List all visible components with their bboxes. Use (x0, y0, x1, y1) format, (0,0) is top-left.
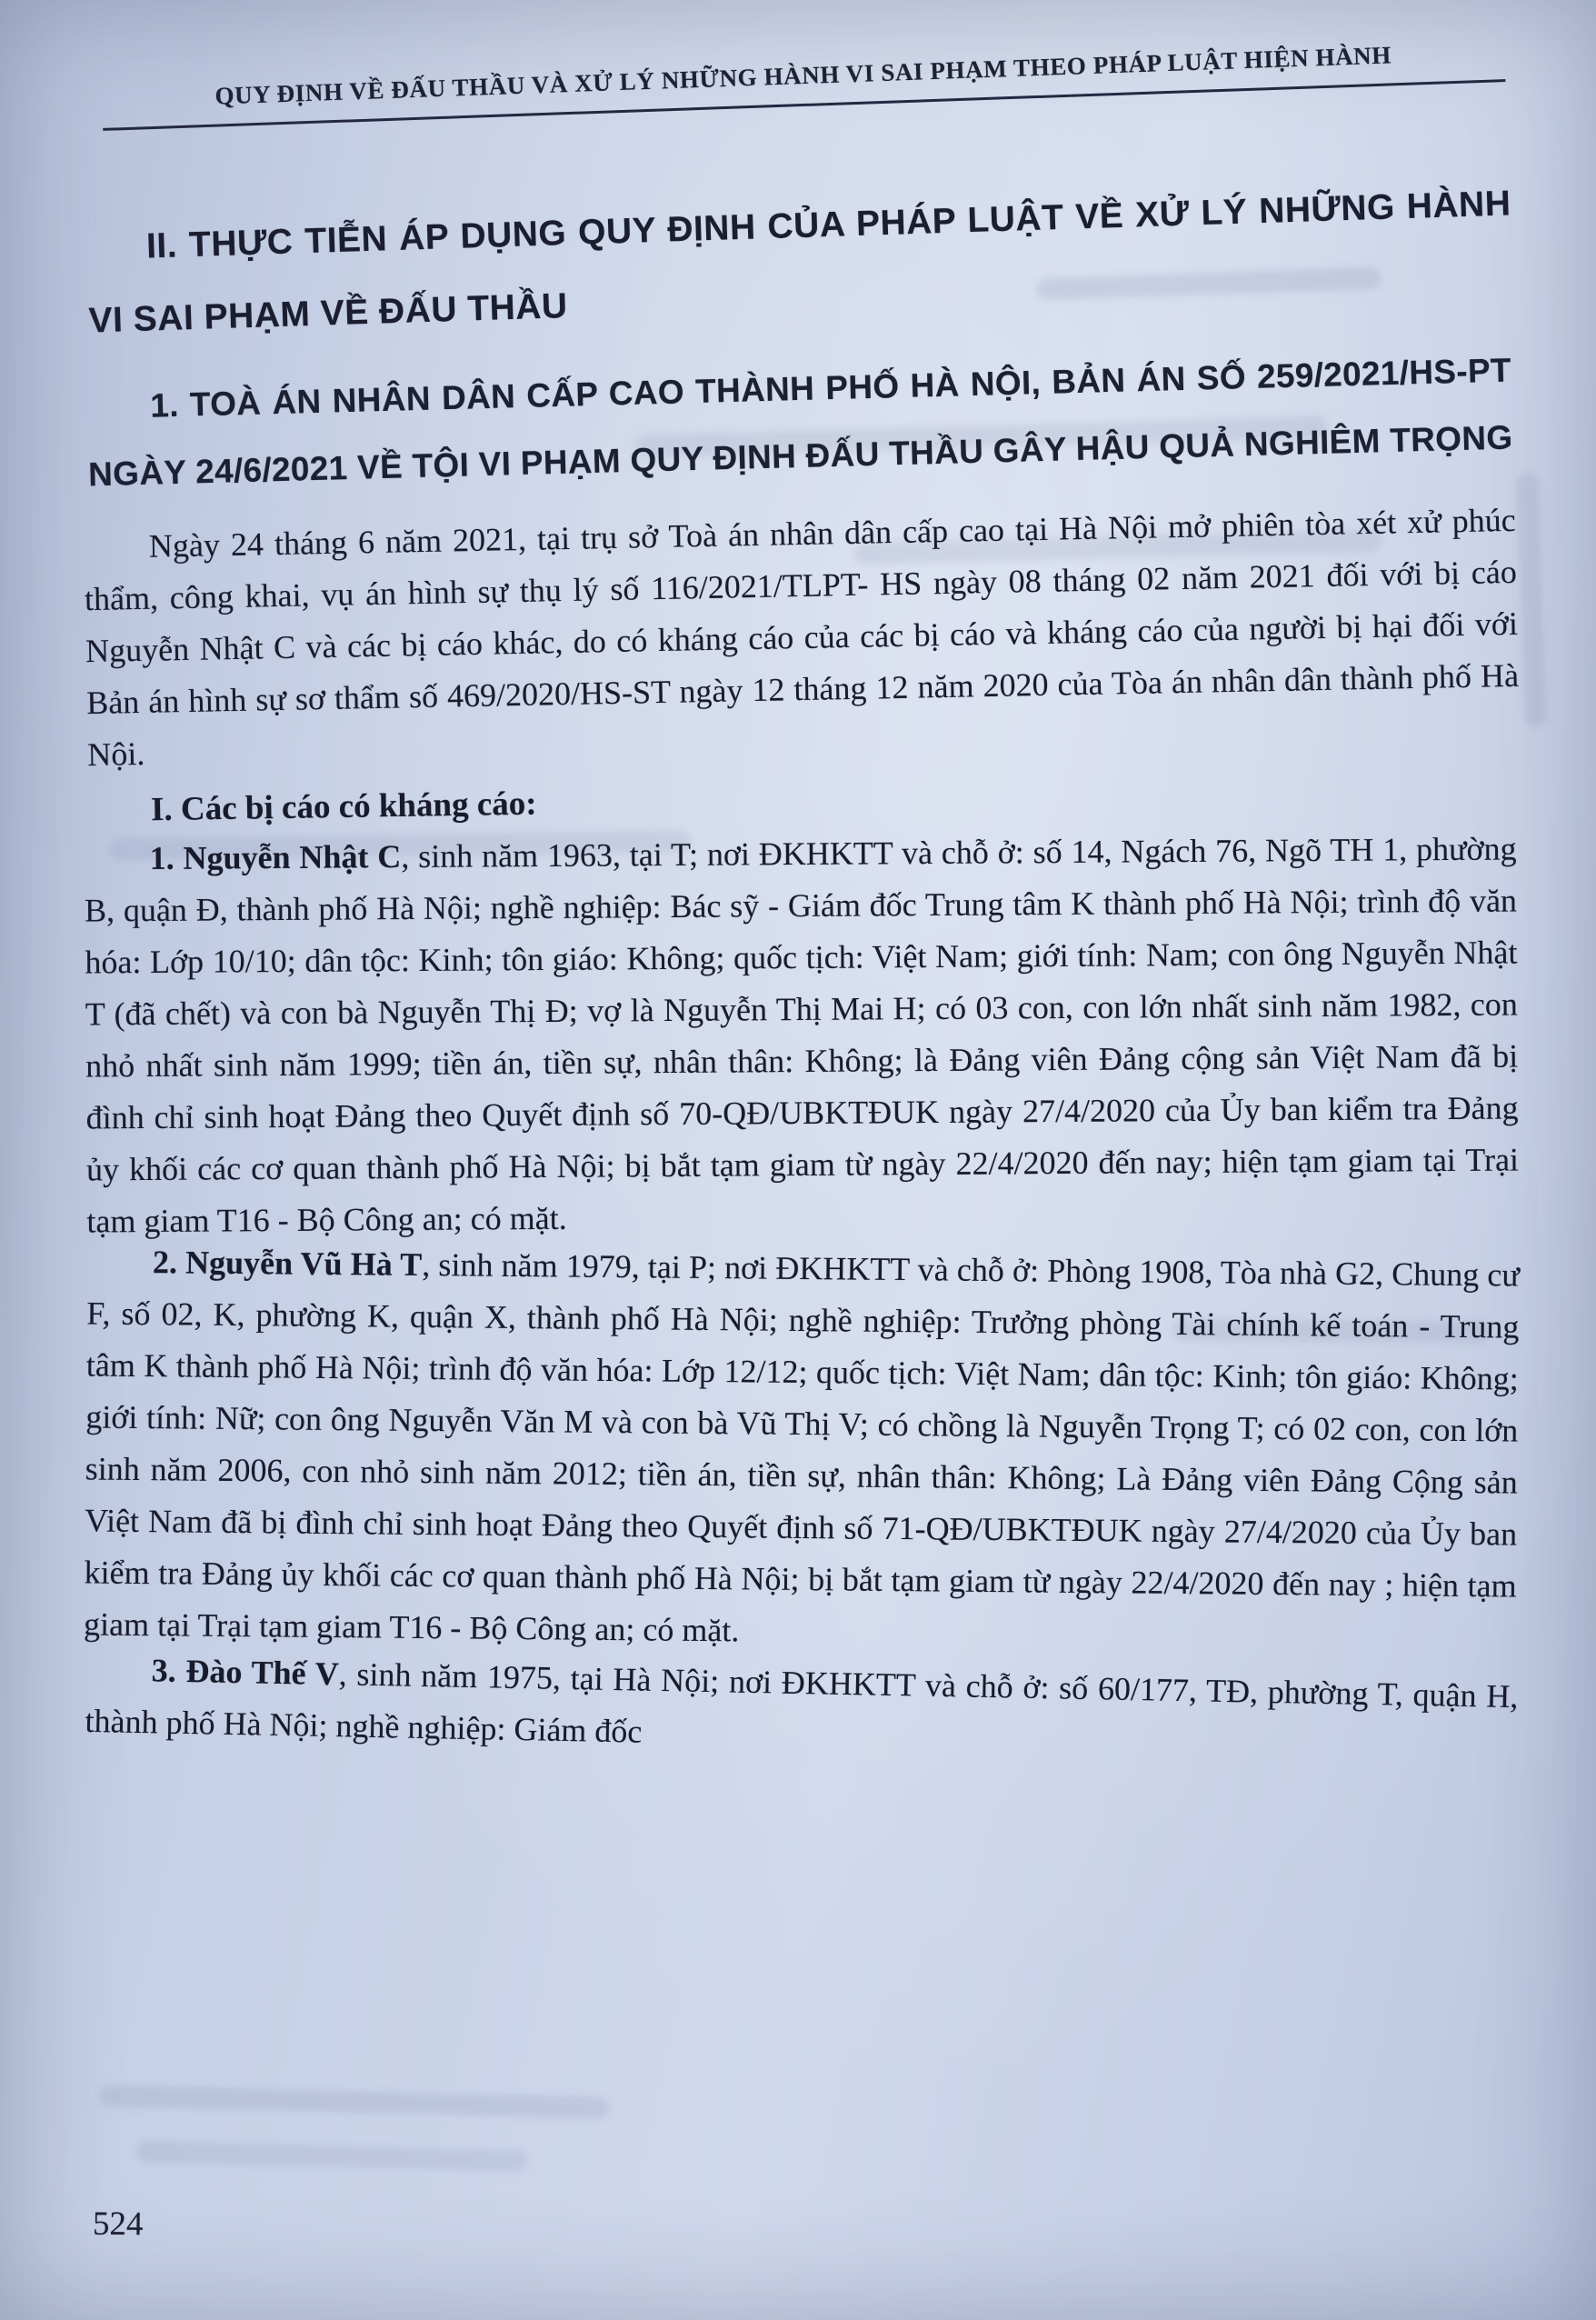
defendant-name: 2. Nguyễn Vũ Hà T (152, 1244, 423, 1283)
intro-paragraph: Ngày 24 tháng 6 năm 2021, tại trụ sở Toà án nhân dân cấp cao tại Hà Nội mở phiên tòa xét xử phúc thẩm, công khai, vụ án hình sự thụ lý số 116/2021/TLPT- HS ngày 08 tháng 02 năm 2021 đối với bị cáo Nguyễn Nhật C và các bị cáo khác, do có kháng cáo của các bị cáo và kháng cáo của người bị hại đối với Bản án hình sự sơ thẩm số 469/2020/HS-ST ngày 12 tháng 12 năm 2020 của Tòa án nhân dân thành phố Hà Nội. (84, 501, 1520, 774)
running-header: QUY ĐỊNH VỀ ĐẤU THẦU VÀ XỬ LÝ NHỮNG HÀNH VI SAI PHẠM THEO PHÁP LUẬT HIỆN HÀNH (102, 37, 1506, 131)
appellants-heading: I. Các bị cáo có kháng cáo: (150, 785, 537, 829)
defendant-paragraph (85, 1644, 1519, 1775)
defendant-name: 3. Đào Thế V (151, 1652, 340, 1693)
section-heading: II. THỰC TIỄN ÁP DỤNG QUY ĐỊNH CỦA PHÁP LUẬT VỀ XỬ LÝ NHỮNG HÀNH VI SAI PHẠM VỀ ĐẤU THẦU (87, 184, 1512, 341)
defendant-details: , sinh năm 1963, tại T; nơi ĐKHKTT và chỗ ở: số 14, Ngách 76, Ngõ TH 1, phường B, quận Đ, thành phố Hà Nội; nghề nghiệp: Bác sỹ - Giám đốc Trung tâm K thành phố Hà Nội; trình độ văn hóa: Lớp 10/10; dân tộc: Kinh; tôn giáo: Không; quốc tịch: Việt Nam; giới tính: Nam; con ông Nguyễn Nhật T (đã chết) và con bà Nguyễn Thị Đ; vợ là Nguyễn Thị Mai H; có 03 con, con lớn nhất sinh năm 1982, con nhỏ nhất sinh năm 1999; tiền án, tiền sự, nhân thân: Không; là Đảng viên Đảng cộng sản Việt Nam đã bị đình chỉ sinh hoạt Đảng theo Quyết định số 70-QĐ/UBKTĐUK ngày 27/4/2020 của Ủy ban kiểm tra Đảng ủy khối các cơ quan thành phố Hà Nội; bị bắt tạm giam từ ngày 22/4/2020 đến nay; hiện tạm giam tại Trại tạm giam T16 - Bộ Công an; có mặt. (84, 830, 1520, 1240)
defendant-paragraph (84, 1235, 1520, 1664)
defendant-paragraph (84, 824, 1519, 1248)
page-number: 524 (92, 2205, 144, 2244)
defendant-details: , sinh năm 1975, tại Hà Nội; nơi ĐKHKTT và chỗ ở: số 60/177, TĐ, phường T, quận H, thành phố Hà Nội; nghề nghiệp: Giám đốc (85, 1655, 1519, 1750)
case-heading: 1. TOÀ ÁN NHÂN DÂN CẤP CAO THÀNH PHỐ HÀ NỘI, BẢN ÁN SỐ 259/2021/HS-PT NGÀY 24/6/2021 VỀ TỘI VI PHẠM QUY ĐỊNH ĐẤU THẦU GÂY HẬU QUẢ NGHIÊM TRỌNG (87, 351, 1513, 494)
defendant-details: , sinh năm 1979, tại P; nơi ĐKHKTT và chỗ ở: Phòng 1908, Tòa nhà G2, Chung cư F, số 02, K, phường K, quận X, thành phố Hà Nội; nghề nghiệp: Trưởng phòng Tài chính kế toán - Trung tâm K thành phố Hà Nội; trình độ văn hóa: Lớp 12/12; quốc tịch: Việt Nam; dân tộc: Kinh; tôn giáo: Không; giới tính: Nữ; con ông Nguyễn Văn M và con bà Vũ Thị V; có chồng là Nguyễn Trọng T; có 02 con, con lớn sinh năm 2006, con nhỏ sinh năm 2012; tiền án, tiền sự, nhân thân: Không; Là Đảng viên Đảng Cộng sản Việt Nam đã bị đình chỉ sinh hoạt Đảng theo Quyết định số 71-QĐ/UBKTĐUK ngày 27/4/2020 của Ủy ban kiểm tra Đảng ủy khối các cơ quan thành phố Hà Nội; bị bắt tạm giam từ ngày 22/4/2020 đến nay ; hiện tạm giam tại Trại tạm giam T16 - Bộ Công an; có mặt. (83, 1245, 1521, 1649)
defendant-name: 1. Nguyễn Nhật C (149, 838, 402, 877)
